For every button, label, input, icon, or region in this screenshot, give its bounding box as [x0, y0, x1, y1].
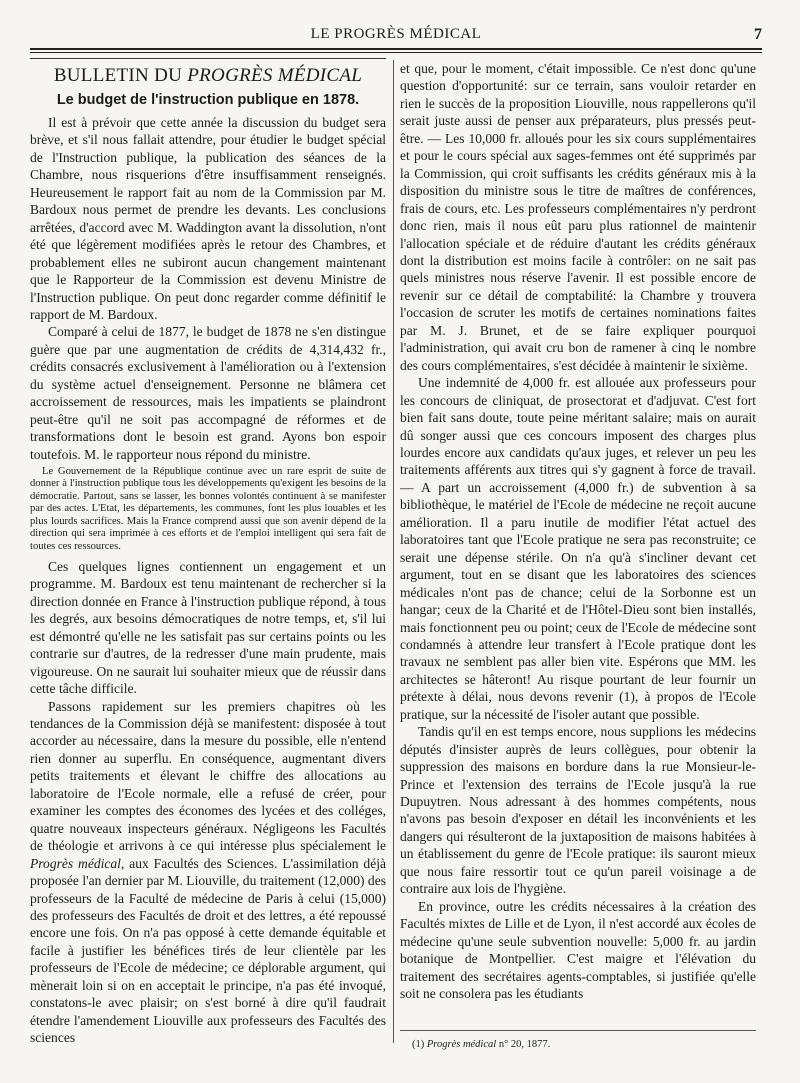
- footnote-source: Progrès médical: [426, 1039, 497, 1050]
- column-divider: [393, 60, 394, 1043]
- running-head: [30, 26, 762, 48]
- bulletin-rule: [30, 58, 386, 59]
- page-number: 7: [754, 26, 762, 43]
- paragraph: [30, 698, 386, 1047]
- bulletin-prefix: BULLETIN DU: [53, 65, 188, 86]
- paragraph: Ces quelques lignes contiennent un engagement et un programme. M. Bardoux est tenu maintenant de rechercher si la direction donnée en France à l'instruction publique répond, à tous les degrés, aux besoins démocratiques de notre temps, et, s'il lui est démontré qu'elle ne les satisfait pas sur certains points ou les contrarie sur d'autres, de la redresser d'une main prudente, mais vigoureuse. On ne saurait lui souhaiter mieux que de réussir dans cette tâche difficile.: [30, 558, 386, 697]
- bulletin-heading: [30, 64, 386, 88]
- footnote-ref: n° 20, 1877.: [496, 1039, 551, 1050]
- paragraph: Comparé à celui de 1877, le budget de 1878 ne s'en distingue guère que par une augmentation de crédits de 4,314,432 fr., crédits consacrés exclusivement à l'amélioration ou à l'extension du système actuel d'enseignement. Personne ne blâmera cet accroissement de ressources, mais les impatients se plaindront peut-être qu'il ne soit pas accompagné de réformes et de transformations dont le besoin est grand. Ayons bon espoir toutefois. M. le rapporteur nous répond du ministre.: [30, 324, 386, 462]
- paragraph-text: , aux Facultés des Sciences. L'assimilation déjà proposée l'an dernier par M. Liouville, du traitement (12,000) des professeurs de la Faculté de médecine de Paris à celui (15,000) des professeurs des Facultés de droit et des lettres, a été repoussé encore une fois. On n'a pas opposé à cette demande équitable et facile à justifier les bénéfices tirés de leur clientèle par les professeurs de l'Ecole de médecine; ce déplorable argument, qui mènerait loin si on en acceptait le principe, n'a pas été invoqué, constatons-le avec plaisir; on s'est borné à dire qu'il faudrait étendre l'amendement Liouville aux professeurs des Facultés des sciences: [30, 855, 386, 1046]
- paragraph: Une indemnité de 4,000 fr. est allouée aux professeurs pour les concours de cliniquat, de prosectorat et d'adjuvat. C'est fort bien fait sans doute, toute peine méritant salaire; mais on aurait dû songer aussi que ces concours imposent des charges plus lourdes encore aux candidats qu'aux juges, et relever un peu les traitements afférents aux titres qui s'y gagnent à force de travail. — A part un accroissement (4,000 fr.) de subvention à sa bibliothèque, le matériel de l'Ecole de médecine ne reçoit aucune amélioration. Il a paru inutile de modifier l'état actuel des laboratoires tant que l'Ecole pratique ne sera pas reconstruite; ce serait une dépense stérile. On n'a qu'à s'incliner devant cet argument, tout en se disant que les laboratoires des sciences médicales n'ont pas de chance; celui de la Sorbonne est un hangar; ceux de la Charité et de l'Hôtel-Dieu sont bien installés, mais fonctionnent peu ou point; ceux de l'Ecole de médecine sont condamnés à attendre leur transfert à l'Ecole pratique dont les travaux ne semblent pas aller bien vite. Espérons que MM. les architectes se hâteront! Au risque pourtant de leur fournir un prétexte à délai, nous devons revenir (1), à propos de l'Ecole pratique, sur la nécessité de l'isoler autant que possible.: [400, 375, 756, 722]
- paragraph: Il est à prévoir que cette année la discussion du budget sera brève, et s'il nous fallait attendre, pour étudier le budget spécial de l'Instruction publique, la publication des séances de la Chambre, nous risquerions d'être insuffisamment renseignés. Heureusement le rapport fait au nom de la Commission par M. Bardoux nous permet de prendre les devants. Les conclusions arrêtées, d'accord avec M. Waddington avant la dissolution, n'ont été que légèrement modifiées après le retour des Chambres, et probablement elles ne subiront aucun changement maintenant que le Rapporteur de la Commission est devenu Ministre de l'Instruction publique. On peut donc regarder comme définitif le rapport de M. Bardoux.: [30, 115, 386, 322]
- journal-name-italic: Progrès médical: [30, 855, 121, 871]
- footnote-rule: [400, 1030, 756, 1031]
- paragraph: Tandis qu'il en est temps encore, nous supplions les médecins députés d'insister auprès de leurs collègues, pour obtenir la suppression des maisons en bordure dans la rue Monsieur-le-Prince et l'extension des terrains de l'Ecole jusqu'à la rue Dupuytren. Nous adressant à des hommes compétents, nous n'avons pas besoin d'exposer en détail les inconvénients et les dangers qui résulteront de la juxtaposition de maisons habitées à un établissement du genre de l'Ecole pratique: ils sauront mieux que nous faire ressortir tout ce qu'un pareil voisinage a de contraire aux lois de l'hygiène.: [400, 724, 756, 897]
- right-column: [400, 60, 756, 1002]
- paragraph-text: Passons rapidement sur les premiers chapitres où les tendances de la Commission déjà se manifestent: disposée à tout accorder au nécessaire, dans la mesure du possible, elle n'entend rien donner au superflu. En conséquence, augmentant divers petits traitements et élevant le chiffre des allocations au laboratoire de l'Ecole normale, elle a refusé de créer, pour examiner les comptes des économes des lycées et des colléges, quatre nouveaux inspecteurs généraux. Négligeons les Facultés de théologie et arrivons à ce qui intéresse plus spécialement le: [30, 698, 386, 854]
- left-column: [30, 60, 386, 1047]
- journal-title: LE PROGRÈS MÉDICAL: [310, 26, 482, 42]
- quoted-passage: Le Gouvernement de la République continue avec un rare esprit de suite de donner à l'instruction publique tous les développements qu'exigent les besoins de la démocratie. Partout, sans se lasser, les bonnes volontés continuent à se manifester par des actes. L'Etat, les départements, les communes, font les plus louables et les plus lourds sacrifices. Mais la France comprend aussi que son avenir dépend de la direction qui sera imprimée à ces efforts et de l'emploi intelligent qui sera fait de toutes ces ressources.: [30, 466, 386, 552]
- bulletin-name: PROGRÈS MÉDICAL: [187, 65, 363, 86]
- paragraph: En province, outre les crédits nécessaires à la création des Facultés mixtes de Lille et de Lyon, il n'est accordé aux écoles de médecine qu'une seule subvention nouvelle: 5,000 fr. au jardin botanique de Montpellier. C'est maigre et l'élévation du traitement des secrétaires agents-comptables, si justifiée qu'elle soit ne consolera pas les étudiants: [400, 898, 756, 1002]
- paragraph: et que, pour le moment, c'était impossible. Ce n'est donc qu'une question d'opportunité: sur ce terrain, sans vouloir retarder en rien le succès de la proposition Liouville, nous rappellerons qu'il serait juste aussi de penser aux préparateurs, plus pressés peut-être. — Les 10,000 fr. alloués pour les six cours supplémentaires et pour le cours spécial aux sages-femmes ont été supprimés par la Commission, qui croit suffisants les crédits généraux mis à la disposition du ministre sous le titre de maîtres de conférences, frais de cours, etc. Les professeurs complémentaires n'y perdront donc rien, mais il nous eût paru plus rationnel de maintenir l'allocation spéciale et de réduire d'autant les crédits généraux dont la distribution est moins facile à contrôler: on ne sait pas quels ministres nous réserve l'avenir. Il est possible encore de revenir sur ce détail de comptabilité: la Chambre y trouvera l'occasion de scruter les motifs de certaines nominations faites par M. J. Brunet, et de se faire expliquer pourquoi l'administration, qui avait cru bon de ramener à cinq le nombre des cours complémentaires, s'est décidée à maintenir le sixième.: [400, 61, 756, 373]
- header-rule: [30, 48, 762, 53]
- article-title: Le budget de l'instruction publique en 1878.: [56, 92, 360, 108]
- footnote: [412, 1039, 550, 1050]
- footnote-marker: (1): [412, 1039, 427, 1050]
